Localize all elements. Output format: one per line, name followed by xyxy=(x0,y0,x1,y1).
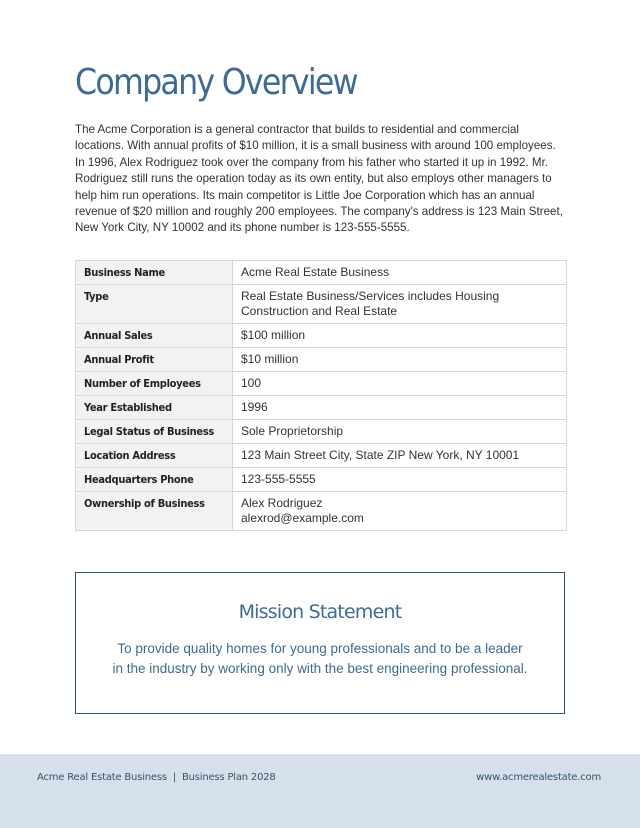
value-line: 123 Main Street City, State ZIP New York, NY 10001 xyxy=(241,448,520,462)
mission-statement-box xyxy=(75,572,565,714)
table-row-value xyxy=(233,396,567,420)
table-row-label: Year Established xyxy=(76,396,233,420)
table-row-label: Location Address xyxy=(76,444,233,468)
value-line: Real Estate Business/Services includes Housing xyxy=(241,289,500,303)
table-row xyxy=(76,396,567,420)
footer-business-plan: Acme Real Estate Business | Business Plan 2028 xyxy=(37,772,276,783)
table-row-label: Legal Status of Business xyxy=(76,420,233,444)
table-row-value xyxy=(233,261,567,285)
mission-text xyxy=(96,639,544,678)
table-row xyxy=(76,420,567,444)
table-row-value xyxy=(233,492,567,531)
value-line: Acme Real Estate Business xyxy=(241,265,390,279)
value-line: Sole Proprietorship xyxy=(241,424,344,438)
table-row-label: Annual Profit xyxy=(76,348,233,372)
table-row-value xyxy=(233,420,567,444)
footer xyxy=(0,754,640,828)
table-row xyxy=(76,285,567,324)
mission-line-2: in the industry by working only with the best engineering professional. xyxy=(112,660,528,676)
table-row xyxy=(76,468,567,492)
table-row xyxy=(76,372,567,396)
table-row xyxy=(76,492,567,531)
table-row-label: Type xyxy=(76,285,233,324)
table-row-label: Business Name xyxy=(76,261,233,285)
table-row-value xyxy=(233,444,567,468)
value-line-2: alexrod@example.com xyxy=(241,511,364,525)
table-row xyxy=(76,324,567,348)
value-line: 123-555-5555 xyxy=(241,472,316,486)
company-info-table xyxy=(75,260,567,531)
mission-title: Mission Statement xyxy=(238,601,402,623)
table-row xyxy=(76,261,567,285)
table-row-value xyxy=(233,348,567,372)
table-row-label: Number of Employees xyxy=(76,372,233,396)
value-line: Alex Rodriguez xyxy=(241,496,323,510)
table-row-value xyxy=(233,372,567,396)
footer-website-link[interactable]: www.acmerealestate.com xyxy=(476,772,601,783)
table-row-value xyxy=(233,468,567,492)
value-line-2: Construction and Real Estate xyxy=(241,304,398,318)
value-line: $100 million xyxy=(241,328,306,342)
table-row-value xyxy=(233,324,567,348)
table-row xyxy=(76,348,567,372)
table-row-label: Annual Sales xyxy=(76,324,233,348)
table-row-label: Headquarters Phone xyxy=(76,468,233,492)
intro-paragraph: The Acme Corporation is a general contractor that builds to residential and commercial locations. With annual profits of $10 million, it is a small business with around 100 employees. In 1996, Alex Rodriguez took over the company from his father who started it up in 1992. Mr. Rodriguez still runs the operation today as its own entity, but also employs other managers to help him run operations. Its main competitor is Little Joe Corporation which has an annual revenue of $20 million and roughly 200 employees. The company's address is 123 Main Street, New York City, NY 10002 and its phone number is 123-555-5555. xyxy=(75,123,563,235)
table-row xyxy=(76,444,567,468)
table-row-label: Ownership of Business xyxy=(76,492,233,531)
page-title: Company Overview xyxy=(75,62,357,103)
value-line: 100 xyxy=(241,376,262,390)
value-line: $10 million xyxy=(241,352,299,366)
mission-line-1: To provide quality homes for young professionals and to be a leader xyxy=(117,641,523,656)
table-row-value xyxy=(233,285,567,324)
value-line: 1996 xyxy=(241,400,268,414)
